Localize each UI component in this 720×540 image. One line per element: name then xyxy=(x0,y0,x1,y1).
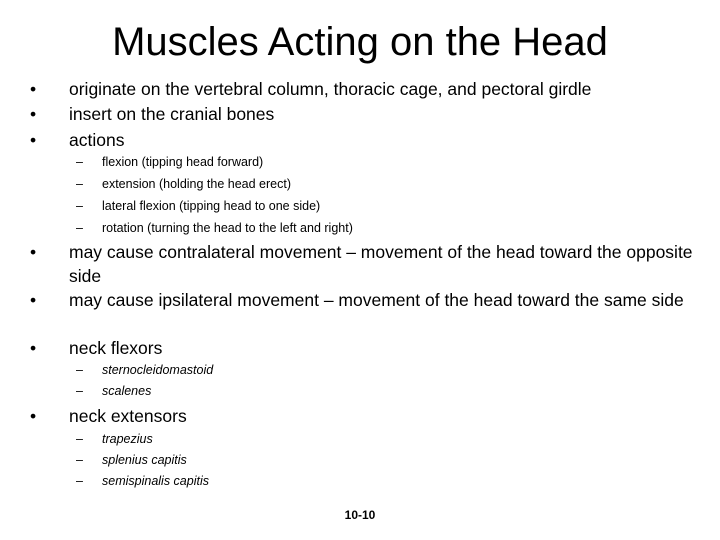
sub-bullet-lateral-flexion xyxy=(76,196,676,217)
bullet-neck-extensors xyxy=(30,404,700,428)
slide-number: 10-10 xyxy=(344,508,376,522)
sub-bullet-semispinalis-capitis xyxy=(76,471,676,492)
sub-bullet-trapezius xyxy=(76,429,676,450)
bullet-text: originate on the vertebral column, thoracic cage, and pectoral girdle xyxy=(69,79,592,99)
sub-bullet-dash: – xyxy=(76,363,83,377)
bullet-dot: • xyxy=(30,79,37,99)
bullet-contralateral xyxy=(30,240,700,288)
bullet-text: actions xyxy=(69,130,125,150)
sub-bullet-dash: – xyxy=(76,155,83,169)
sub-bullet-text: extension (holding the head erect) xyxy=(102,177,292,191)
sub-bullet-dash: – xyxy=(76,474,83,488)
sub-bullet-text: sternocleidomastoid xyxy=(102,363,214,377)
bullet-dot: • xyxy=(30,406,37,426)
slide-title: Muscles Acting on the Head xyxy=(112,20,608,64)
sub-bullet-dash: – xyxy=(76,199,83,213)
sub-bullet-scalenes xyxy=(76,381,676,402)
bullet-text: may cause ipsilateral movement – movement of the head toward the same side xyxy=(69,290,684,310)
sub-bullet-dash: – xyxy=(76,453,83,467)
sub-bullet-text: scalenes xyxy=(102,384,152,398)
sub-bullet-dash: – xyxy=(76,432,83,446)
sub-bullet-text: flexion (tipping head forward) xyxy=(102,155,264,169)
sub-bullet-text: trapezius xyxy=(102,432,153,446)
bullet-dot: • xyxy=(30,242,37,262)
bullet-text: neck extensors xyxy=(69,406,187,426)
bullet-actions xyxy=(30,128,700,152)
bullet-dot: • xyxy=(30,338,37,358)
sub-bullet-splenius-capitis xyxy=(76,450,676,471)
bullet-dot: • xyxy=(30,290,37,310)
bullet-origin xyxy=(30,77,700,101)
bullet-dot: • xyxy=(30,104,37,124)
sub-bullet-rotation xyxy=(76,218,676,239)
sub-bullet-dash: – xyxy=(76,177,83,191)
bullet-ipsilateral xyxy=(30,288,700,312)
bullet-text: neck flexors xyxy=(69,338,163,358)
sub-bullet-extension xyxy=(76,174,676,195)
sub-bullet-dash: – xyxy=(76,221,83,235)
sub-bullet-text: rotation (turning the head to the left and right) xyxy=(102,221,353,235)
sub-bullet-text: splenius capitis xyxy=(102,453,187,467)
sub-bullet-text: semispinalis capitis xyxy=(102,474,209,488)
bullet-text: may cause contralateral movement – movement of the head toward the opposite side xyxy=(69,242,693,286)
sub-bullet-flexion xyxy=(76,152,676,173)
bullet-dot: • xyxy=(30,130,37,150)
bullet-neck-flexors xyxy=(30,336,700,360)
sub-bullet-dash: – xyxy=(76,384,83,398)
sub-bullet-text: lateral flexion (tipping head to one side) xyxy=(102,199,321,213)
bullet-text: insert on the cranial bones xyxy=(69,104,275,124)
sub-bullet-sternocleidomastoid xyxy=(76,360,676,381)
bullet-insertion xyxy=(30,102,700,126)
